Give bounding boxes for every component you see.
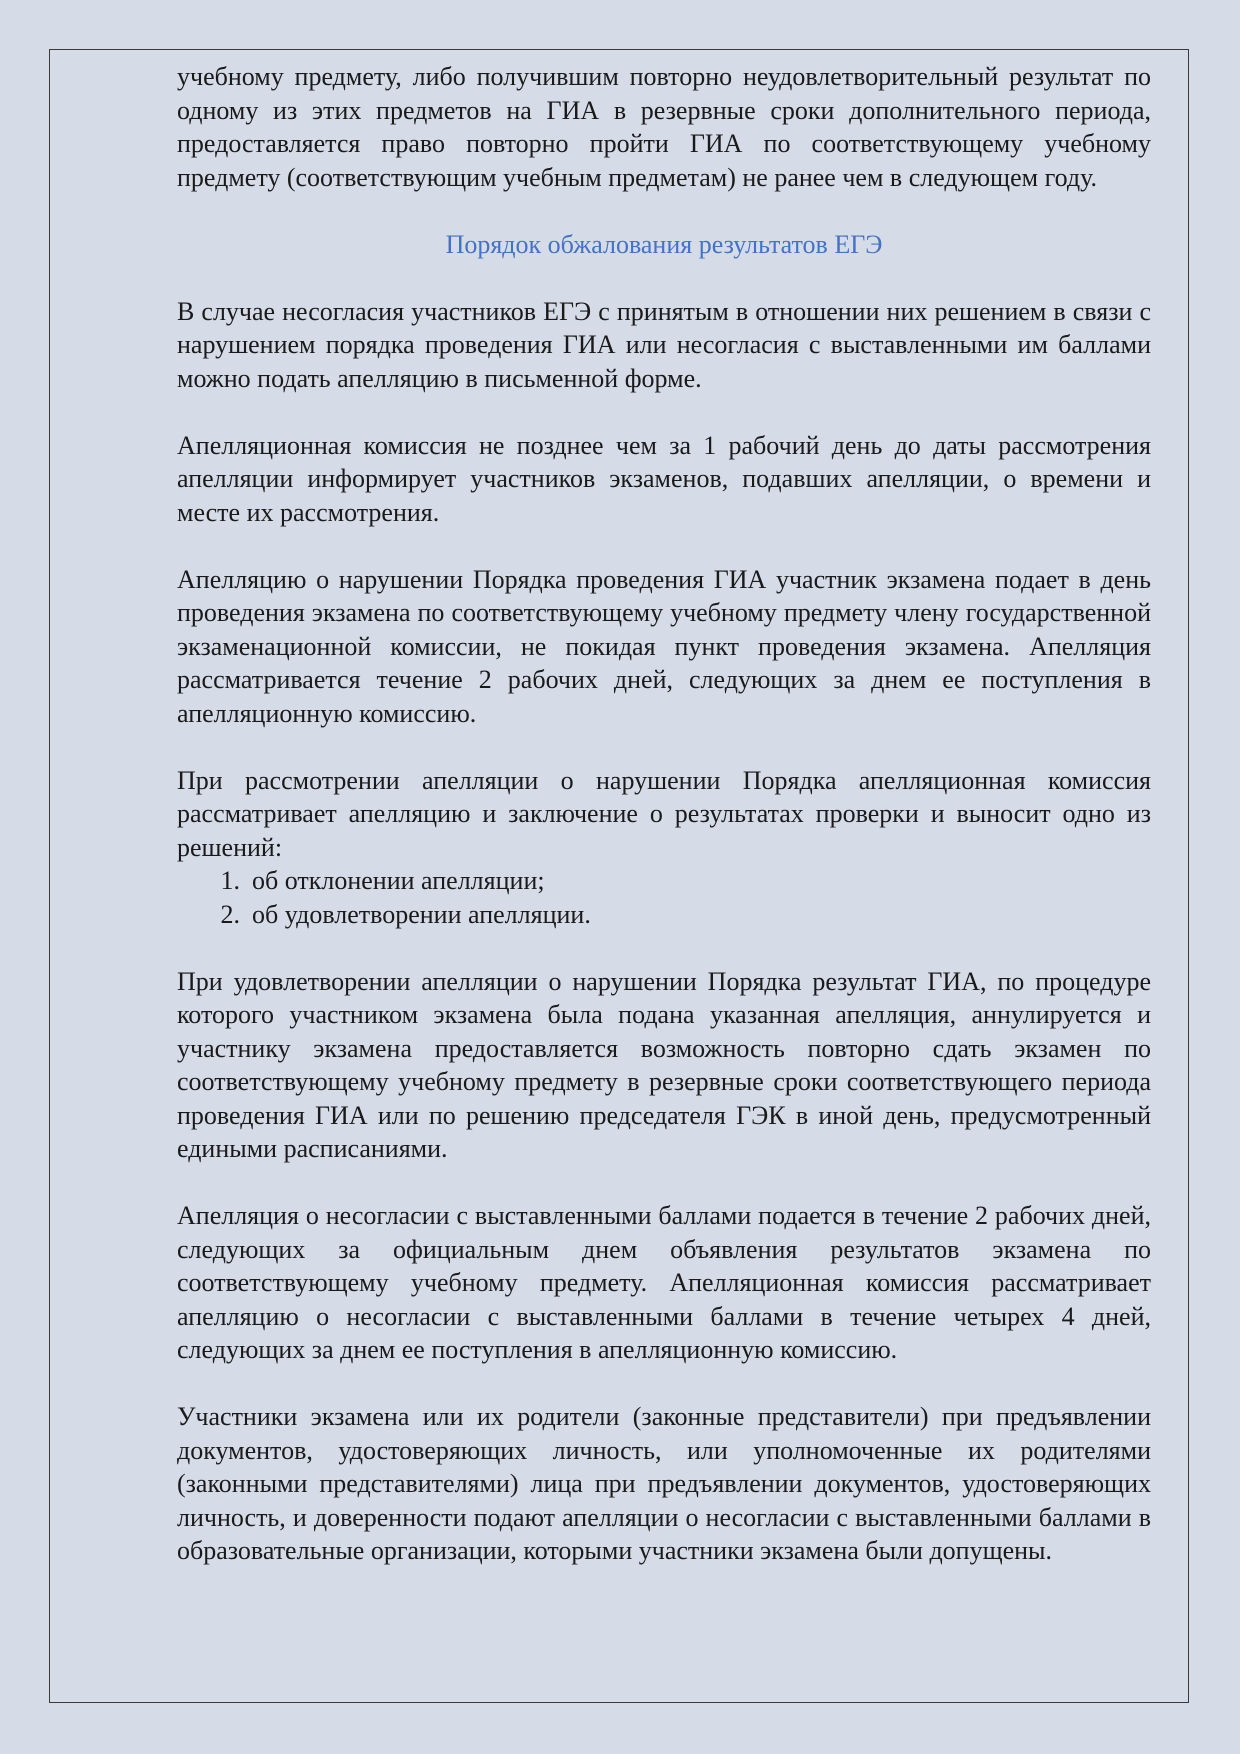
document-body: [177, 60, 1151, 1568]
paragraph-appeal-basis: В случае несогласия участников ЕГЭ с принятым в отношении них решением в связи с нарушением порядка проведения ГИА или несогласия с выставленными им баллами можно подать апелляцию в письменной форме.: [177, 296, 1151, 393]
paragraph-score-disagreement: Апелляция о несогласии с выставленными баллами подается в течение 2 рабочих дней, следующих за официальным днем объявления результатов экзамена по соответствующему учебному предмету. Апелляционная комиссия рассматривает апелляцию о несогласии с выставленными баллами в течение четырех 4 дней, следующих за днем ее поступления в апелляционную комиссию.: [177, 1201, 1151, 1364]
paragraph-commission-notice: Апелляционная комиссия не позднее чем за 1 рабочий день до даты рассмотрения апелляции информирует участников экзаменов, подавших апелляции, о времени и месте их рассмотрения.: [177, 430, 1151, 527]
paragraph-appeal-satisfied: При удовлетворении апелляции о нарушении Порядка результат ГИА, по процедуре которого участником экзамена была подана указанная апелляция, аннулируется и участнику экзамена предоставляется возможность повторно сдать экзамен по соответствующему учебному предмету в резервные сроки соответствующего периода проведения ГИА или по решению председателя ГЭК в иной день, предусмотренный едиными расписаниями.: [177, 966, 1151, 1163]
list-item: [177, 864, 1151, 898]
paragraph-who-submits: Участники экзамена или их родители (законные представители) при предъявлении документов, удостоверяющих личность, или уполномоченные их родителями (законными представителями) лица при предъявлении документов, удостоверяющих личность, и доверенности подают апелляции о несогласии с выставленными баллами в образовательные организации, которыми участники экзамена были допущены.: [177, 1402, 1151, 1565]
paragraph-procedure-violation: Апелляцию о нарушении Порядка проведения ГИА участник экзамена подает в день проведения экзамена по соответствующему учебному предмету члену государственной экзаменационной комиссии, не покидая пункт проведения экзамена. Апелляция рассматривается течение 2 рабочих дней, следующих за днем ее поступления в апелляционную комиссию.: [177, 564, 1151, 728]
intro-paragraph: учебному предмету, либо получившим повторно неудовлетворительный результат по одному из этих предметов на ГИА в резервные сроки дополнительного периода, предоставляется право повторно пройти ГИА по соответствующему учебному предмету (соответствующим учебным предметам) не ранее чем в следующем году.: [177, 62, 1151, 192]
paragraph-review-decisions: При рассмотрении апелляции о нарушении Порядка апелляционная комиссия рассматривает апелляцию и заключение о результатах проверки и выносит одно из решений:: [177, 765, 1151, 862]
list-item: [177, 898, 1151, 932]
list-item-text: об удовлетворении апелляции.: [252, 899, 591, 929]
list-item-text: об отклонении апелляции;: [252, 866, 545, 895]
list-item-number: 2.: [220, 899, 240, 929]
decision-list: [177, 864, 1151, 931]
list-item-number: 1.: [220, 866, 240, 895]
section-heading: Порядок обжалования результатов ЕГЭ: [445, 229, 883, 259]
